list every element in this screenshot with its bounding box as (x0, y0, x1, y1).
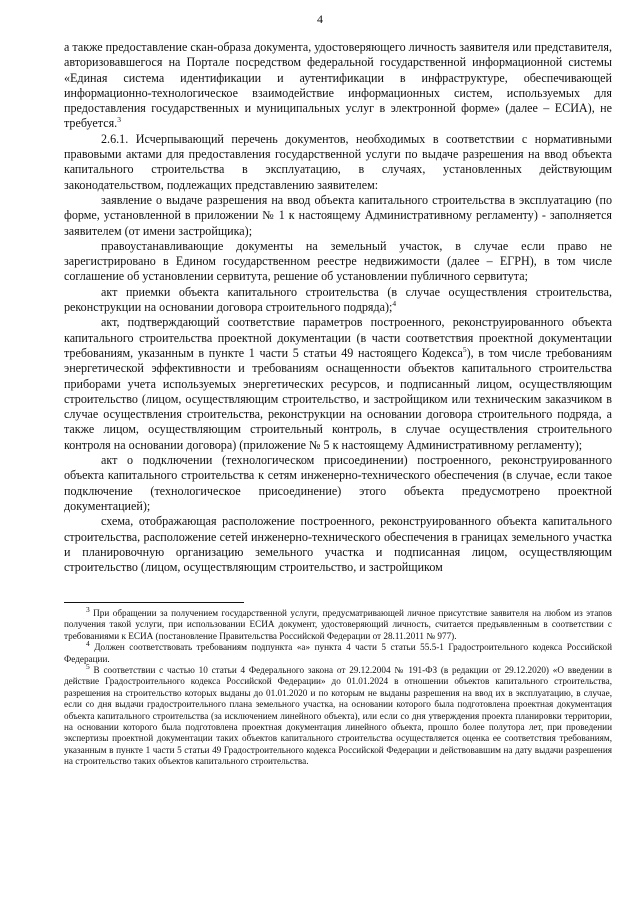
footnote-reference[interactable]: 4 (392, 299, 397, 309)
paragraph-text: 2.6.1. Исчерпывающий перечень документов, необходимых в соответствии с нормативными правовыми актами для предоставления государственной услуги по выдаче разрешения на ввод объекта капитального строительства в эксплуатацию, в случаях, установленных действующим законодательством, подлежащих представлению заявителем: (64, 131, 612, 192)
paragraph-text-continued: ), в том числе требованиям энергетической эффективности и требованиям оснащенности объектов капитального строительства приборами учета используемых энергетических ресурсов, и подписанный лицом, осуществляющим строительство (лицом, осуществляющим строительство, и застройщиком или техническим заказчиком в случае осуществления строительства, реконструкции на основании договора строительного подряда, а также лицом, осуществляющим строительный контроль, в случае осуществления строительного контроля на основании договора) (приложение № 5 к настоящему Административному регламенту); (64, 345, 613, 452)
paragraph-text: схема, отображающая расположение построенного, реконструированного объекта капитального строительства, расположение сетей инженерно-технического обеспечения в границах земельного участка и планировочную организацию земельного участка и подписанная лицом, осуществляющим строительство (лицом, осуществляющим строительство, и застройщиком (64, 514, 612, 575)
footnote-number: 3 (86, 604, 90, 614)
paragraph-text: акт, подтверждающий соответствие параметров построенного, реконструированного объекта капитального строительства проектной документации (в части соответствия проектной документации требованиям, указанным в пункте 1 части 5 статьи 49 настоящего Кодекса (64, 315, 612, 360)
paragraph (64, 193, 612, 239)
footnote-number: 5 (86, 661, 90, 671)
body-text (64, 40, 612, 575)
footnote (64, 604, 612, 642)
footnote-separator (64, 602, 244, 603)
paragraph (64, 514, 612, 575)
footnote-text: В соответствии с частью 10 статьи 4 Федерального закона от 29.12.2004 № 191-ФЗ (в редакции от 29.12.2020) «О введении в действие Градостроительного кодекса Российской Федерации» до 01.01.2024 в отношении объектов капитального строительства, разрешения на строительство которых выданы до 01.01.2020 и по которым не выданы разрешения на ввод их в эксплуатацию, в случае, если со дня выдачи градостроительного плана земельного участка, на основании которого была подготовлена проектная документация объекта капитального строительства (за исключением линейного объекта), или если со дня утверждения проекта планировки территории, на основании которого была подготовлена проектная документация линейного объекта, прошло более полутора лет, при проведении экспертизы проектной документации таких объектов капитального строительства осуществляется оценка ее соответствия требованиям, указанным в пункте 1 части 5 статьи 49 Градостроительного кодекса Российской Федерации и действовавшим на дату выдачи разрешения на строительство таких объектов капитального строительства. (64, 665, 612, 767)
paragraph-text: акт приемки объекта капитального строительства (в случае осуществления строительства, реконструкции на основании договора строительного подряда); (64, 284, 612, 315)
footnote-reference[interactable]: 3 (117, 115, 121, 125)
footnote-text: Должен соответствовать требованиям подпункта «а» пункта 4 части 5 статьи 55.5-1 Градостроительного кодекса Российской Федерации. (64, 642, 612, 664)
footnote-text: При обращении за получением государственной услуги, предусматривающей личное присутствие заявителя на любом из этапов получения такой услуги, при использовании ЕСИА документ, удостоверяющий личность, считается предъявленным в соответствии с требованиями к ЕСИА (постановление Правительства Российской Федерации от 28.11.2011 № 977). (64, 608, 612, 641)
paragraph-text: правоустанавливающие документы на земельный участок, в случае если право не зарегистрировано в Едином государственном реестре недвижимости (далее – ЕГРН), в том числе соглашение об установлении сервитута, решение об установлении публичного сервитута; (64, 238, 612, 284)
footnote (64, 661, 612, 768)
paragraph-text: заявление о выдаче разрешения на ввод объекта капитального строительства в эксплуатацию (по форме, установленной в приложении № 1 к настоящему Административному регламенту) - заполняется заявителем (от имени застройщика); (64, 192, 612, 238)
paragraph-text: акт о подключении (технологическом присоединении) построенного, реконструированного объекта капитального строительства к сетям инженерно-технического обеспечения (в случае, если такое подключение (технологическое присоединение) этого объекта предусмотрено проектной документацией); (64, 453, 612, 513)
paragraph (64, 285, 612, 316)
page-number: 4 (317, 12, 323, 26)
footnote-reference[interactable]: 5 (462, 344, 467, 354)
paragraph (64, 40, 612, 132)
paragraph (64, 315, 612, 453)
paragraph (64, 453, 612, 514)
footnotes (64, 604, 612, 768)
paragraph (64, 132, 612, 193)
paragraph-text: а также предоставление скан-образа документа, удостоверяющего личность заявителя или представителя, авторизовавшегося на Портале посредством федеральной государственной информационной системы «Единая система идентификации и аутентификации в инфраструктуре, обеспечивающей информационно-технологическое взаимодействие информационных систем, используемых для предоставления государственных и муниципальных услуг в электронной форме» (далее – ЕСИА), не требуется. (64, 40, 612, 131)
footnote-number: 4 (86, 639, 90, 649)
footnote (64, 639, 612, 665)
paragraph (64, 239, 612, 285)
